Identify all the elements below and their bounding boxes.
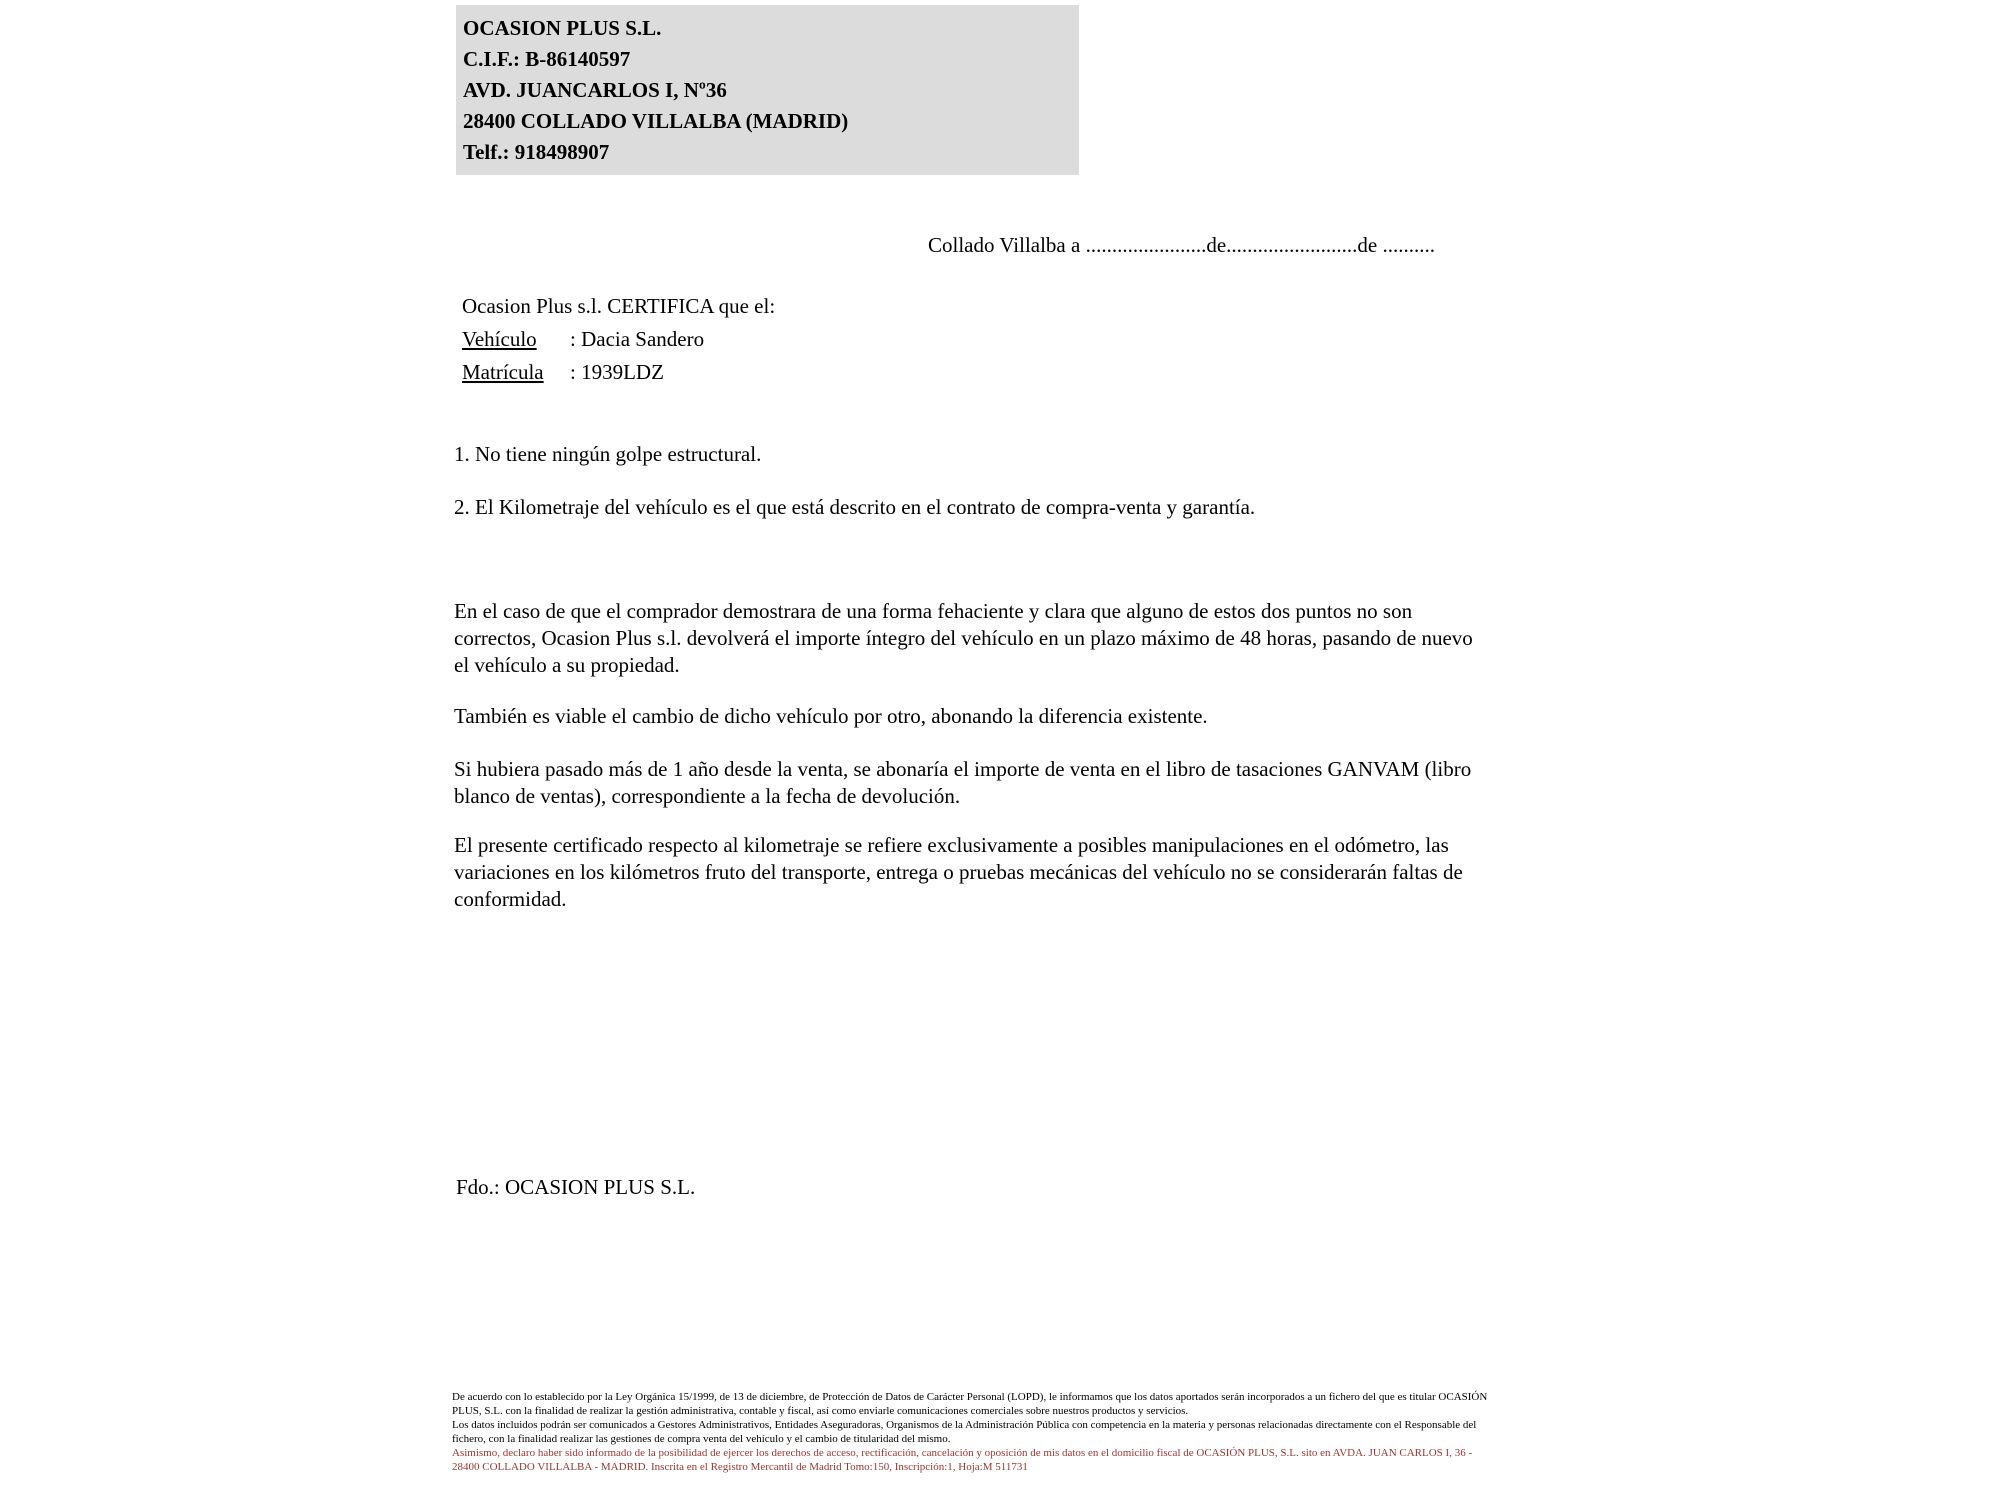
vehicle-label: Vehículo [462, 327, 537, 351]
company-address: AVD. JUANCARLOS I, Nº36 [463, 78, 727, 102]
certification-block [462, 290, 775, 389]
legal-footer [452, 1390, 1494, 1474]
plate-label: Matrícula [462, 360, 544, 384]
company-name: OCASION PLUS S.L. [463, 16, 662, 40]
company-header-box [456, 5, 1079, 175]
plate-value: : 1939LDZ [570, 360, 664, 384]
footer-lopd-paragraph: De acuerdo con lo establecido por la Ley Orgánica 15/1999, de 13 de diciembre, de Protección de Datos de Carácter Personal (LOPD), le informamos que los datos aportados serán incorporados a un fichero del que es titular OCASIÓN PLUS, S.L. con la finalidad de realizar la gestión administrativa, contable y fiscal, así como enviarle comunicaciones comerciales sobre nuestros productos y servicios. [452, 1391, 1488, 1417]
paragraph-exchange: También es viable el cambio de dicho vehículo por otro, abonando la diferencia existente. [454, 704, 1208, 728]
company-phone: Telf.: 918498907 [463, 140, 610, 164]
footer-data-sharing-paragraph: Los datos incluidos podrán ser comunicados a Gestores Administrativos, Entidades Aseguradoras, Organismos de la Administración Pública con competencia en la materia y personas relacionadas directamente con el Responsable del fichero, con la finalidad realizar las gestiones de compra venta del vehículo y el cambio de titularidad del mismo. [452, 1419, 1477, 1445]
certified-point-2: 2. El Kilometraje del vehículo es el que está descrito en el contrato de compra-venta y garantía. [454, 495, 1256, 519]
signature-line: Fdo.: OCASION PLUS S.L. [456, 1175, 696, 1199]
company-city: 28400 COLLADO VILLALBA (MADRID) [463, 109, 849, 133]
certifica-intro: Ocasion Plus s.l. CERTIFICA que el: [462, 294, 776, 318]
date-line: Collado Villalba a .......................de.........................de .......... [928, 233, 1435, 257]
paragraph-odometer: El presente certificado respecto al kilometraje se refiere exclusivamente a posibles manipulaciones en el odómetro, las variaciones en los kilómetros fruto del transporte, entrega o pruebas mecánicas del vehículo no se considerarán faltas de conformidad. [454, 833, 1463, 911]
plate-row [462, 356, 775, 389]
vehicle-row [462, 323, 775, 356]
paragraph-ganvam: Si hubiera pasado más de 1 año desde la venta, se abonaría el importe de venta en el libro de tasaciones GANVAM (libro blanco de ventas), correspondiente a la fecha de devolución. [454, 757, 1472, 808]
paragraph-refund: En el caso de que el comprador demostrara de una forma fehaciente y clara que alguno de estos dos puntos no son correctos, Ocasion Plus s.l. devolverá el importe íntegro del vehículo en un plazo máximo de 48 horas, pasando de nuevo el vehículo a su propiedad. [454, 599, 1473, 677]
footer-rights-paragraph: Asimismo, declaro haber sido informado de la posibilidad de ejercer los derechos de acceso, rectificación, cancelación y oposición de mis datos en el domicilio fiscal de OCASIÓN PLUS, S.L. sito en AVDA. JUAN CARLOS I, 36 - 28400 COLLADO VILLALBA - MADRID. Inscrita en el Registro Mercantil de Madrid Tomo:150, Inscripción:1, Hoja:M 511731 [452, 1447, 1473, 1473]
certified-point-1: 1. No tiene ningún golpe estructural. [454, 442, 762, 466]
vehicle-value: : Dacia Sandero [570, 327, 705, 351]
company-cif: C.I.F.: B-86140597 [463, 47, 631, 71]
